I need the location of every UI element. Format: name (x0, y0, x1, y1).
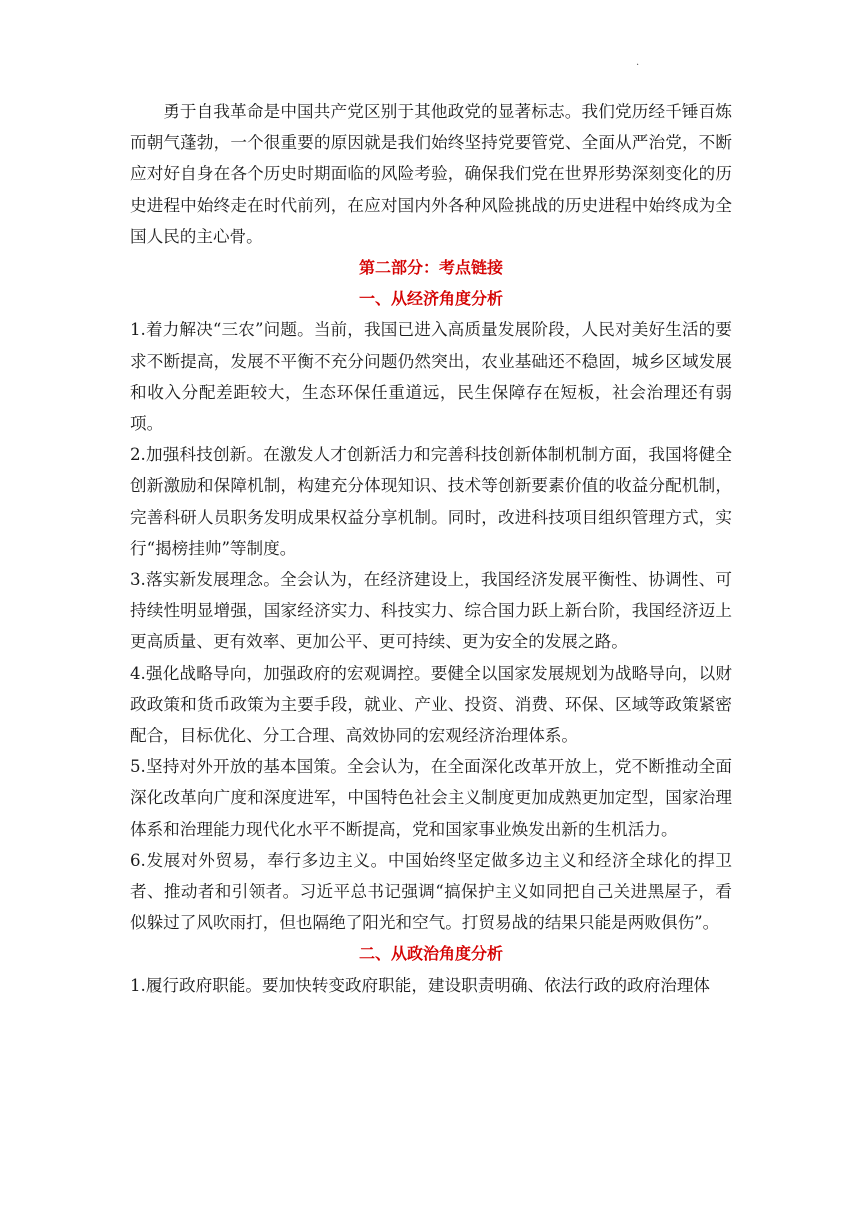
document-body (130, 96, 732, 1001)
economic-item-4: 4.强化战略导向，加强政府的宏观调控。要健全以国家发展规划为战略导向，以财政政策和货币政策为主要手段，就业、产业、投资、消费、环保、区域等政策紧密配合，目标优化、分工合理、高效协同的宏观经济治理体系。 (130, 663, 732, 746)
economic-item-6: 6.发展对外贸易，奉行多边主义。中国始终坚定做多边主义和经济全球化的捍卫者、推动者和引领者。习近平总书记强调“搞保护主义如同把自己关进黑屋子，看似躲过了风吹雨打，但也隔绝了阳光和空气。打贸易战的结果只能是两败俱伤”。 (130, 850, 732, 933)
section-title-economic: 一、从经济角度分析 (358, 289, 503, 309)
economic-item-1: 1.着力解决“三农”问题。当前，我国已进入高质量发展阶段，人民对美好生活的要求不断提高，发展不平衡不充分问题仍然突出，农业基础还不稳固，城乡区域发展和收入分配差距较大，生态环保任重道远，民生保障存在短板，社会治理还有弱项。 (130, 320, 732, 434)
section-title-political: 二、从政治角度分析 (358, 944, 503, 964)
economic-item-5: 5.坚持对外开放的基本国策。全会认为，在全面深化改革开放上，党不断推动全面深化改革向广度和深度进军，中国特色社会主义制度更加成熟更加定型，国家治理体系和治理能力现代化水平不断提高，党和国家事业焕发出新的生机活力。 (130, 757, 732, 839)
economic-item-3: 3.落实新发展理念。全会认为，在经济建设上，我国经济发展平衡性、协调性、可持续性明显增强，国家经济实力、科技实力、综合国力跃上新台阶，我国经济迈上更高质量、更有效率、更加公平、更可持续、更为安全的发展之路。 (130, 570, 732, 652)
intro-paragraph: 勇于自我革命是中国共产党区别于其他政党的显著标志。我们党历经千锤百炼而朝气蓬勃，一个很重要的原因就是我们始终坚持党要管党、全面从严治党，不断应对好自身在各个历史时期面临的风险考验，确保我们党在世界形势深刻变化的历史进程中始终走在时代前列，在应对国内外各种风险挑战的历史进程中始终成为全国人民的主心骨。 (130, 102, 732, 246)
part-title: 第二部分：考点链接 (358, 258, 503, 278)
header-mark: . (636, 57, 640, 68)
economic-item-2: 2.加强科技创新。在激发人才创新活力和完善科技创新体制机制方面，我国将健全创新激励和保障机制，构建充分体现知识、技术等创新要素价值的收益分配机制，完善科研人员职务发明成果权益分享机制。同时，改进科技项目组织管理方式，实行“揭榜挂帅”等制度。 (130, 445, 732, 558)
political-item-1: 1.履行政府职能。要加快转变政府职能，建设职责明确、依法行政的政府治理体 (130, 975, 711, 995)
